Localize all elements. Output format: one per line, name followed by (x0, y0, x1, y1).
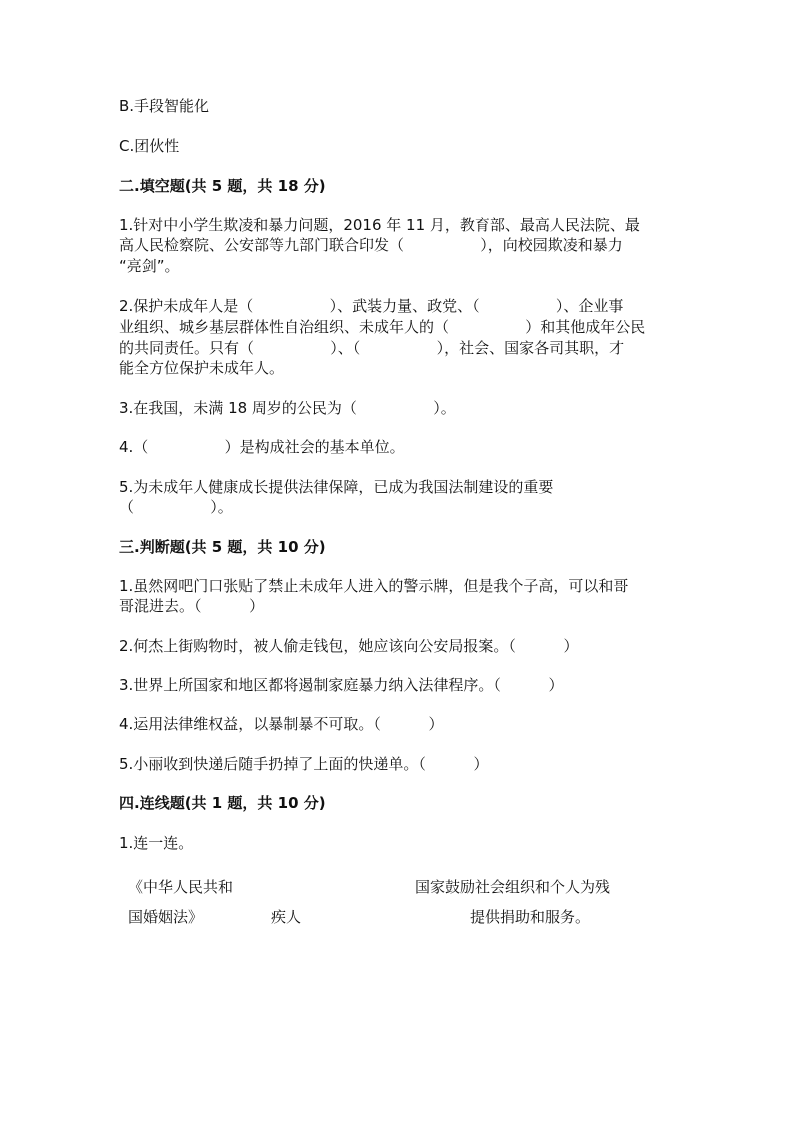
fill-q1-line2: 高人民检察院、公安部等九部门联合印发（ ），向校园欺凌和暴力 (119, 236, 623, 254)
fill-q2-line3: 的共同责任。只有（ ）、（ ），社会、国家各司其职，才 (119, 339, 625, 357)
judge-q5: 5.小丽收到快递后随手扔掉了上面的快递单。（ ） (119, 755, 489, 773)
matching-left-line2: 国婚姻法》 (128, 908, 204, 926)
judge-q2: 2.何杰上街购物时，被人偷走钱包，她应该向公安局报案。（ ） (119, 637, 579, 655)
matching-left-line1: 《中华人民共和 (128, 878, 234, 896)
option-c: C.团伙性 (119, 137, 180, 155)
matching-right-line2: 提供捐助和服务。 (470, 908, 591, 926)
fill-q1-line1: 1.针对中小学生欺凌和暴力问题，2016 年 11 月，教育部、最高人民法院、最 (119, 216, 640, 234)
section-heading-judge: 三.判断题(共 5 题，共 10 分) (119, 538, 326, 556)
section-heading-matching: 四.连线题(共 1 题，共 10 分) (119, 794, 326, 812)
section-heading-fill-blank: 二.填空题(共 5 题，共 18 分) (119, 177, 326, 195)
judge-q3: 3.世界上所国家和地区都将遏制家庭暴力纳入法律程序。（ ） (119, 676, 564, 694)
fill-q2-line2: 业组织、城乡基层群体性自治组织、未成年人的（ ）和其他成年公民 (119, 318, 646, 336)
fill-q4: 4.（ ）是构成社会的基本单位。 (119, 438, 405, 456)
judge-q1-line2: 哥混进去。（ ） (119, 597, 265, 615)
fill-q2-line4: 能全方位保护未成年人。 (119, 359, 285, 377)
option-b: B.手段智能化 (119, 97, 210, 115)
fill-q5-line2: （ ）。 (119, 498, 233, 516)
matching-right-line1: 国家鼓励社会组织和个人为残 (415, 878, 611, 896)
matching-middle: 疾人 (271, 908, 302, 926)
fill-q3: 3.在我国，未满 18 周岁的公民为（ ）。 (119, 399, 456, 417)
fill-q5-line1: 5.为未成年人健康成长提供法律保障，已成为我国法制建设的重要 (119, 478, 554, 496)
judge-q1-line1: 1.虽然网吧门口张贴了禁止未成年人进入的警示牌，但是我个子高，可以和哥 (119, 577, 629, 595)
fill-q2-line1: 2.保护未成年人是（ ）、武装力量、政党、（ ）、企业事 (119, 297, 624, 315)
matching-q1: 1.连一连。 (119, 834, 194, 852)
fill-q1-line3: “亮剑”。 (119, 257, 180, 275)
judge-q4: 4.运用法律维权益，以暴制暴不可取。（ ） (119, 715, 444, 733)
